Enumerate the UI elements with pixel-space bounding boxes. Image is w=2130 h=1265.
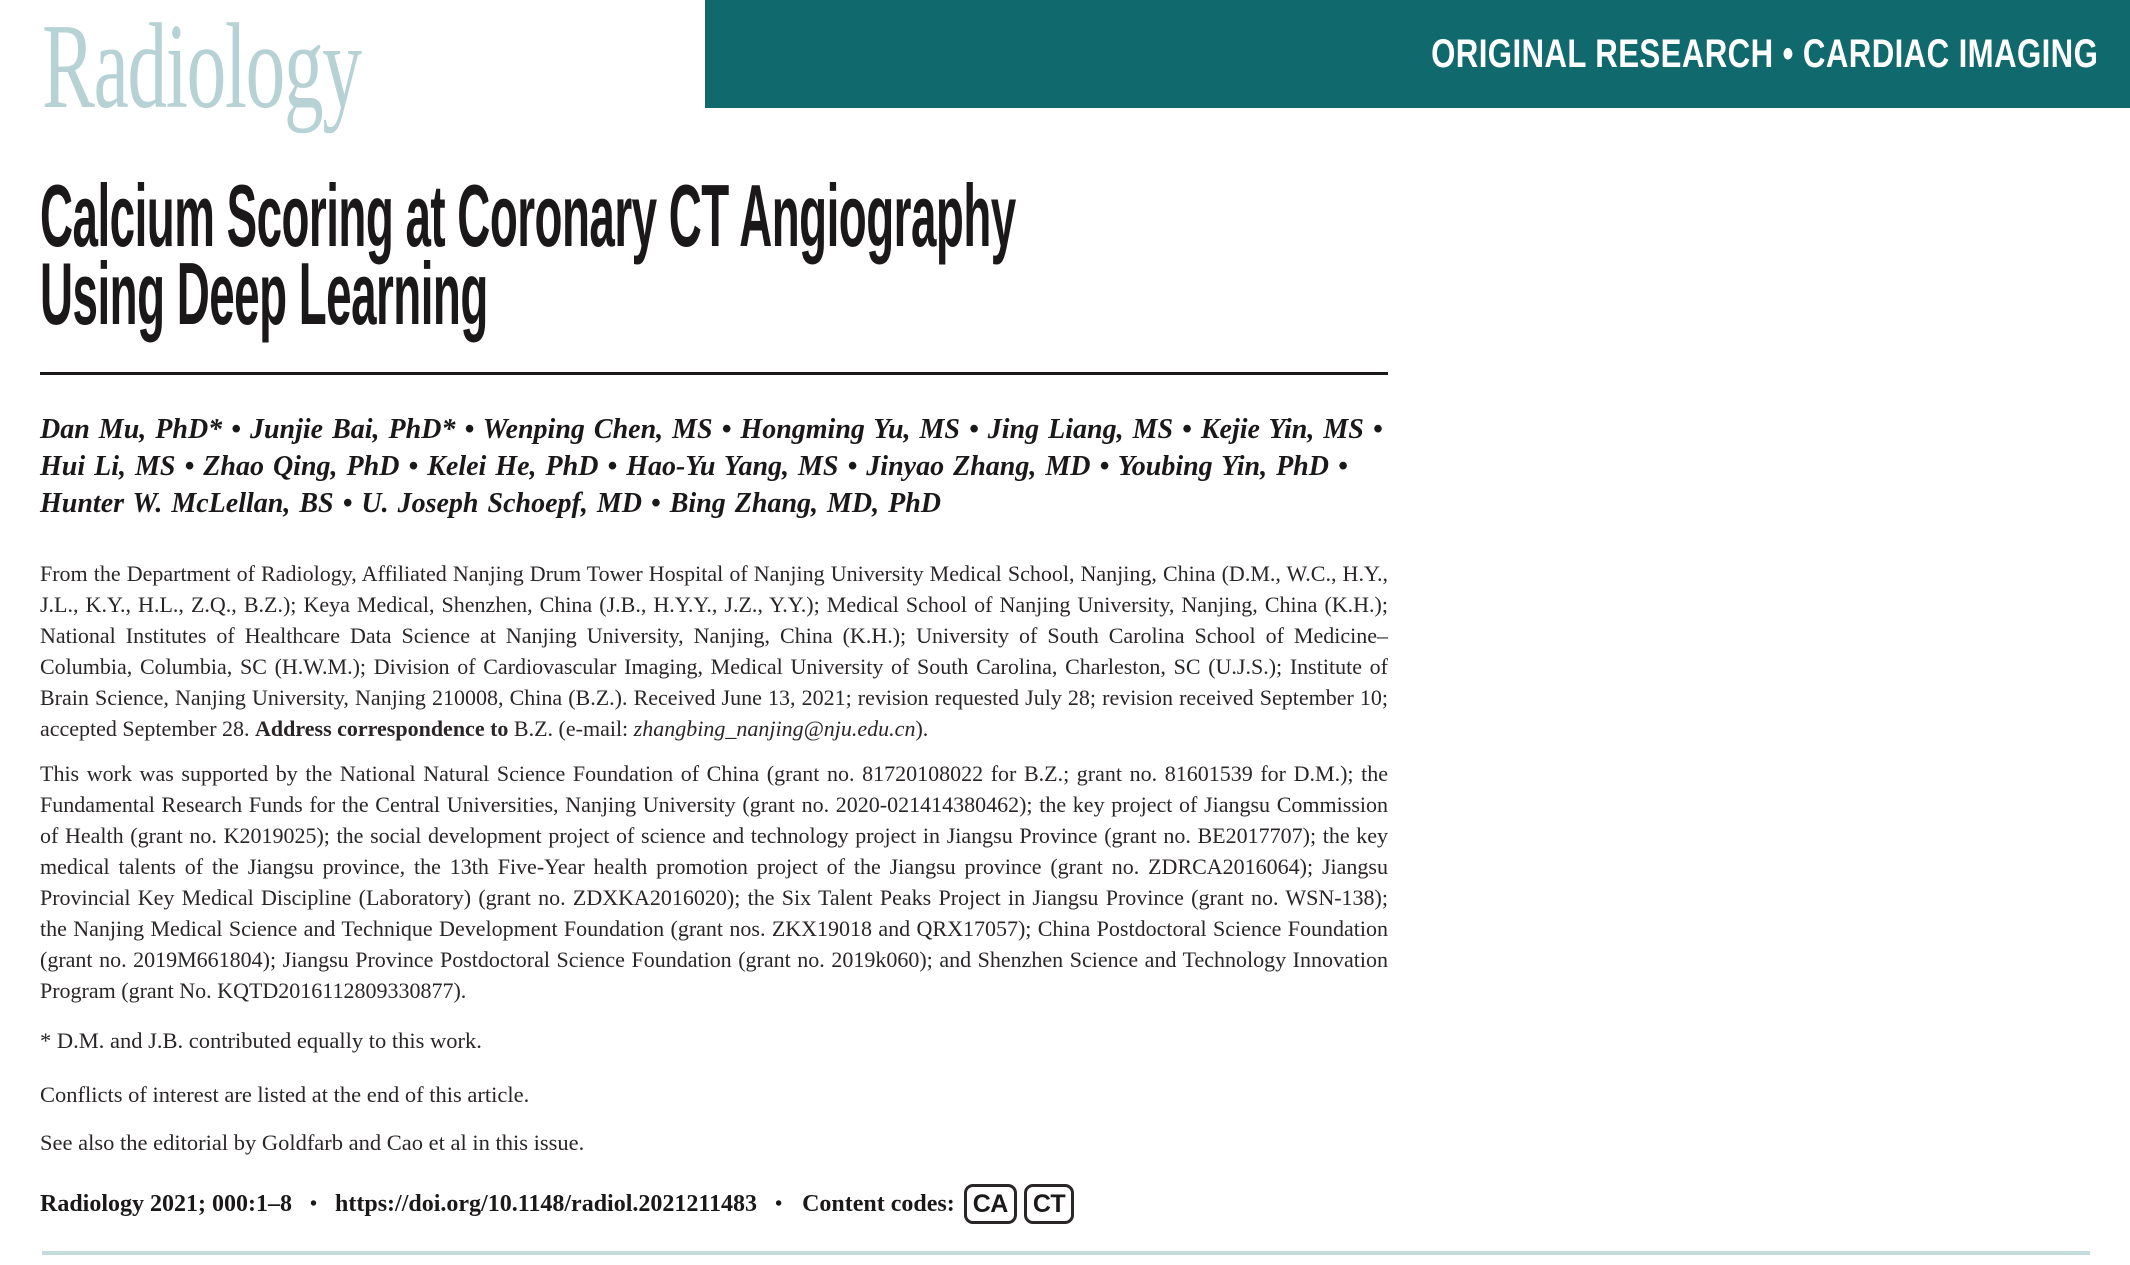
content-codes-label: Content codes:: [802, 1190, 955, 1217]
correspondence-mid-text: B.Z. (e-mail:: [508, 716, 634, 741]
affiliations-paragraph: [40, 558, 1388, 744]
author-line-2: Hui Li, MS • Zhao Qing, PhD • Kelei He, PhD • Hao-Yu Yang, MS • Jinyao Zhang, MD • Youbing Yin, PhD •: [40, 451, 1348, 482]
journal-logo: Radiology: [42, 0, 361, 134]
section-banner-text: ORIGINAL RESEARCH • CARDIAC IMAGING: [1430, 31, 2098, 76]
affiliations-text: From the Department of Radiology, Affiliated Nanjing Drum Tower Hospital of Nanjing University Medical School, Nanjing, China (D.M., W.C., H.Y., J.L., K.Y., H.L., Z.Q., B.Z.); Keya Medical, Shenzhen, China (J.B., H.Y.Y., J.Z., Y.Y.); Medical School of Nanjing University, Nanjing, China (K.H.); National Institutes of Healthcare Data Science at Nanjing University, Nanjing, China (K.H.); University of South Carolina School of Medicine–Columbia, Columbia, SC (H.W.M.); Division of Cardiovascular Imaging, Medical University of South Carolina, Charleston, SC (U.J.S.); Institute of Brain Science, Nanjing University, Nanjing 210008, China (B.Z.). Received June 13, 2021; revision requested July 28; revision received September 10; accepted September 28.: [40, 561, 1388, 741]
editorial-note: See also the editorial by Goldfarb and Cao et al in this issue.: [40, 1130, 585, 1155]
citation-journal-issue: Radiology 2021; 000:1–8: [40, 1190, 292, 1217]
article-header-column: [40, 166, 1388, 1224]
equal-contribution-note: * D.M. and J.B. contributed equally to this work.: [40, 1028, 482, 1053]
correspondence-label: Address correspondence to: [255, 716, 509, 741]
correspondence-email-link[interactable]: zhangbing_nanjing@nju.edu.cn: [633, 716, 916, 741]
correspondence-end-text: ).: [915, 716, 929, 741]
article-title-line-2: Using Deep Learning: [40, 244, 488, 343]
article-title-line-1: Calcium Scoring at Coronary CT Angiography: [40, 166, 1016, 265]
title-divider-rule: [40, 372, 1388, 375]
section-banner: [705, 0, 2130, 108]
author-byline: [40, 411, 1388, 522]
content-code-ca-badge: CA: [964, 1184, 1017, 1224]
citation-separator-bullet: •: [310, 1192, 318, 1215]
author-line-3: Hunter W. McLellan, BS • U. Joseph Schoepf, MD • Bing Zhang, MD, PhD: [40, 488, 942, 519]
citation-line: [40, 1184, 1388, 1224]
citation-separator-bullet: •: [775, 1192, 783, 1215]
article-title: [40, 166, 1388, 343]
author-line-1: Dan Mu, PhD* • Junjie Bai, PhD* • Wenping Chen, MS • Hongming Yu, MS • Jing Liang, MS • Kejie Yin, MS •: [40, 414, 1383, 445]
content-code-ct-badge: CT: [1024, 1184, 1074, 1224]
doi-link[interactable]: https://doi.org/10.1148/radiol.2021211483: [335, 1190, 758, 1217]
conflicts-of-interest-note: Conflicts of interest are listed at the end of this article.: [40, 1082, 530, 1107]
footer-accent-rule: [42, 1251, 2090, 1255]
funding-paragraph: This work was supported by the National Natural Science Foundation of China (grant no. 81720108022 for B.Z.; grant no. 81601539 for D.M.); the Fundamental Research Funds for the Central Universities, Nanjing University (grant no. 2020-021414380462); the key project of Jiangsu Commission of Health (grant no. K2019025); the social development project of science and technology project in Jiangsu Province (grant no. BE2017707); the key medical talents of the Jiangsu province, the 13th Five-Year health promotion project of the Jiangsu province (grant no. ZDRCA2016064); Jiangsu Provincial Key Medical Discipline (Laboratory) (grant no. ZDXKA2016020); the Six Talent Peaks Project in Jiangsu Province (grant no. WSN-138); the Nanjing Medical Science and Technique Development Foundation (grant nos. ZKX19018 and QRX17057); China Postdoctoral Science Foundation (grant no. 2019M661804); Jiangsu Province Postdoctoral Science Foundation (grant no. 2019k060); and Shenzhen Science and Technology Innovation Program (grant No. KQTD2016112809330877).: [40, 761, 1388, 1003]
